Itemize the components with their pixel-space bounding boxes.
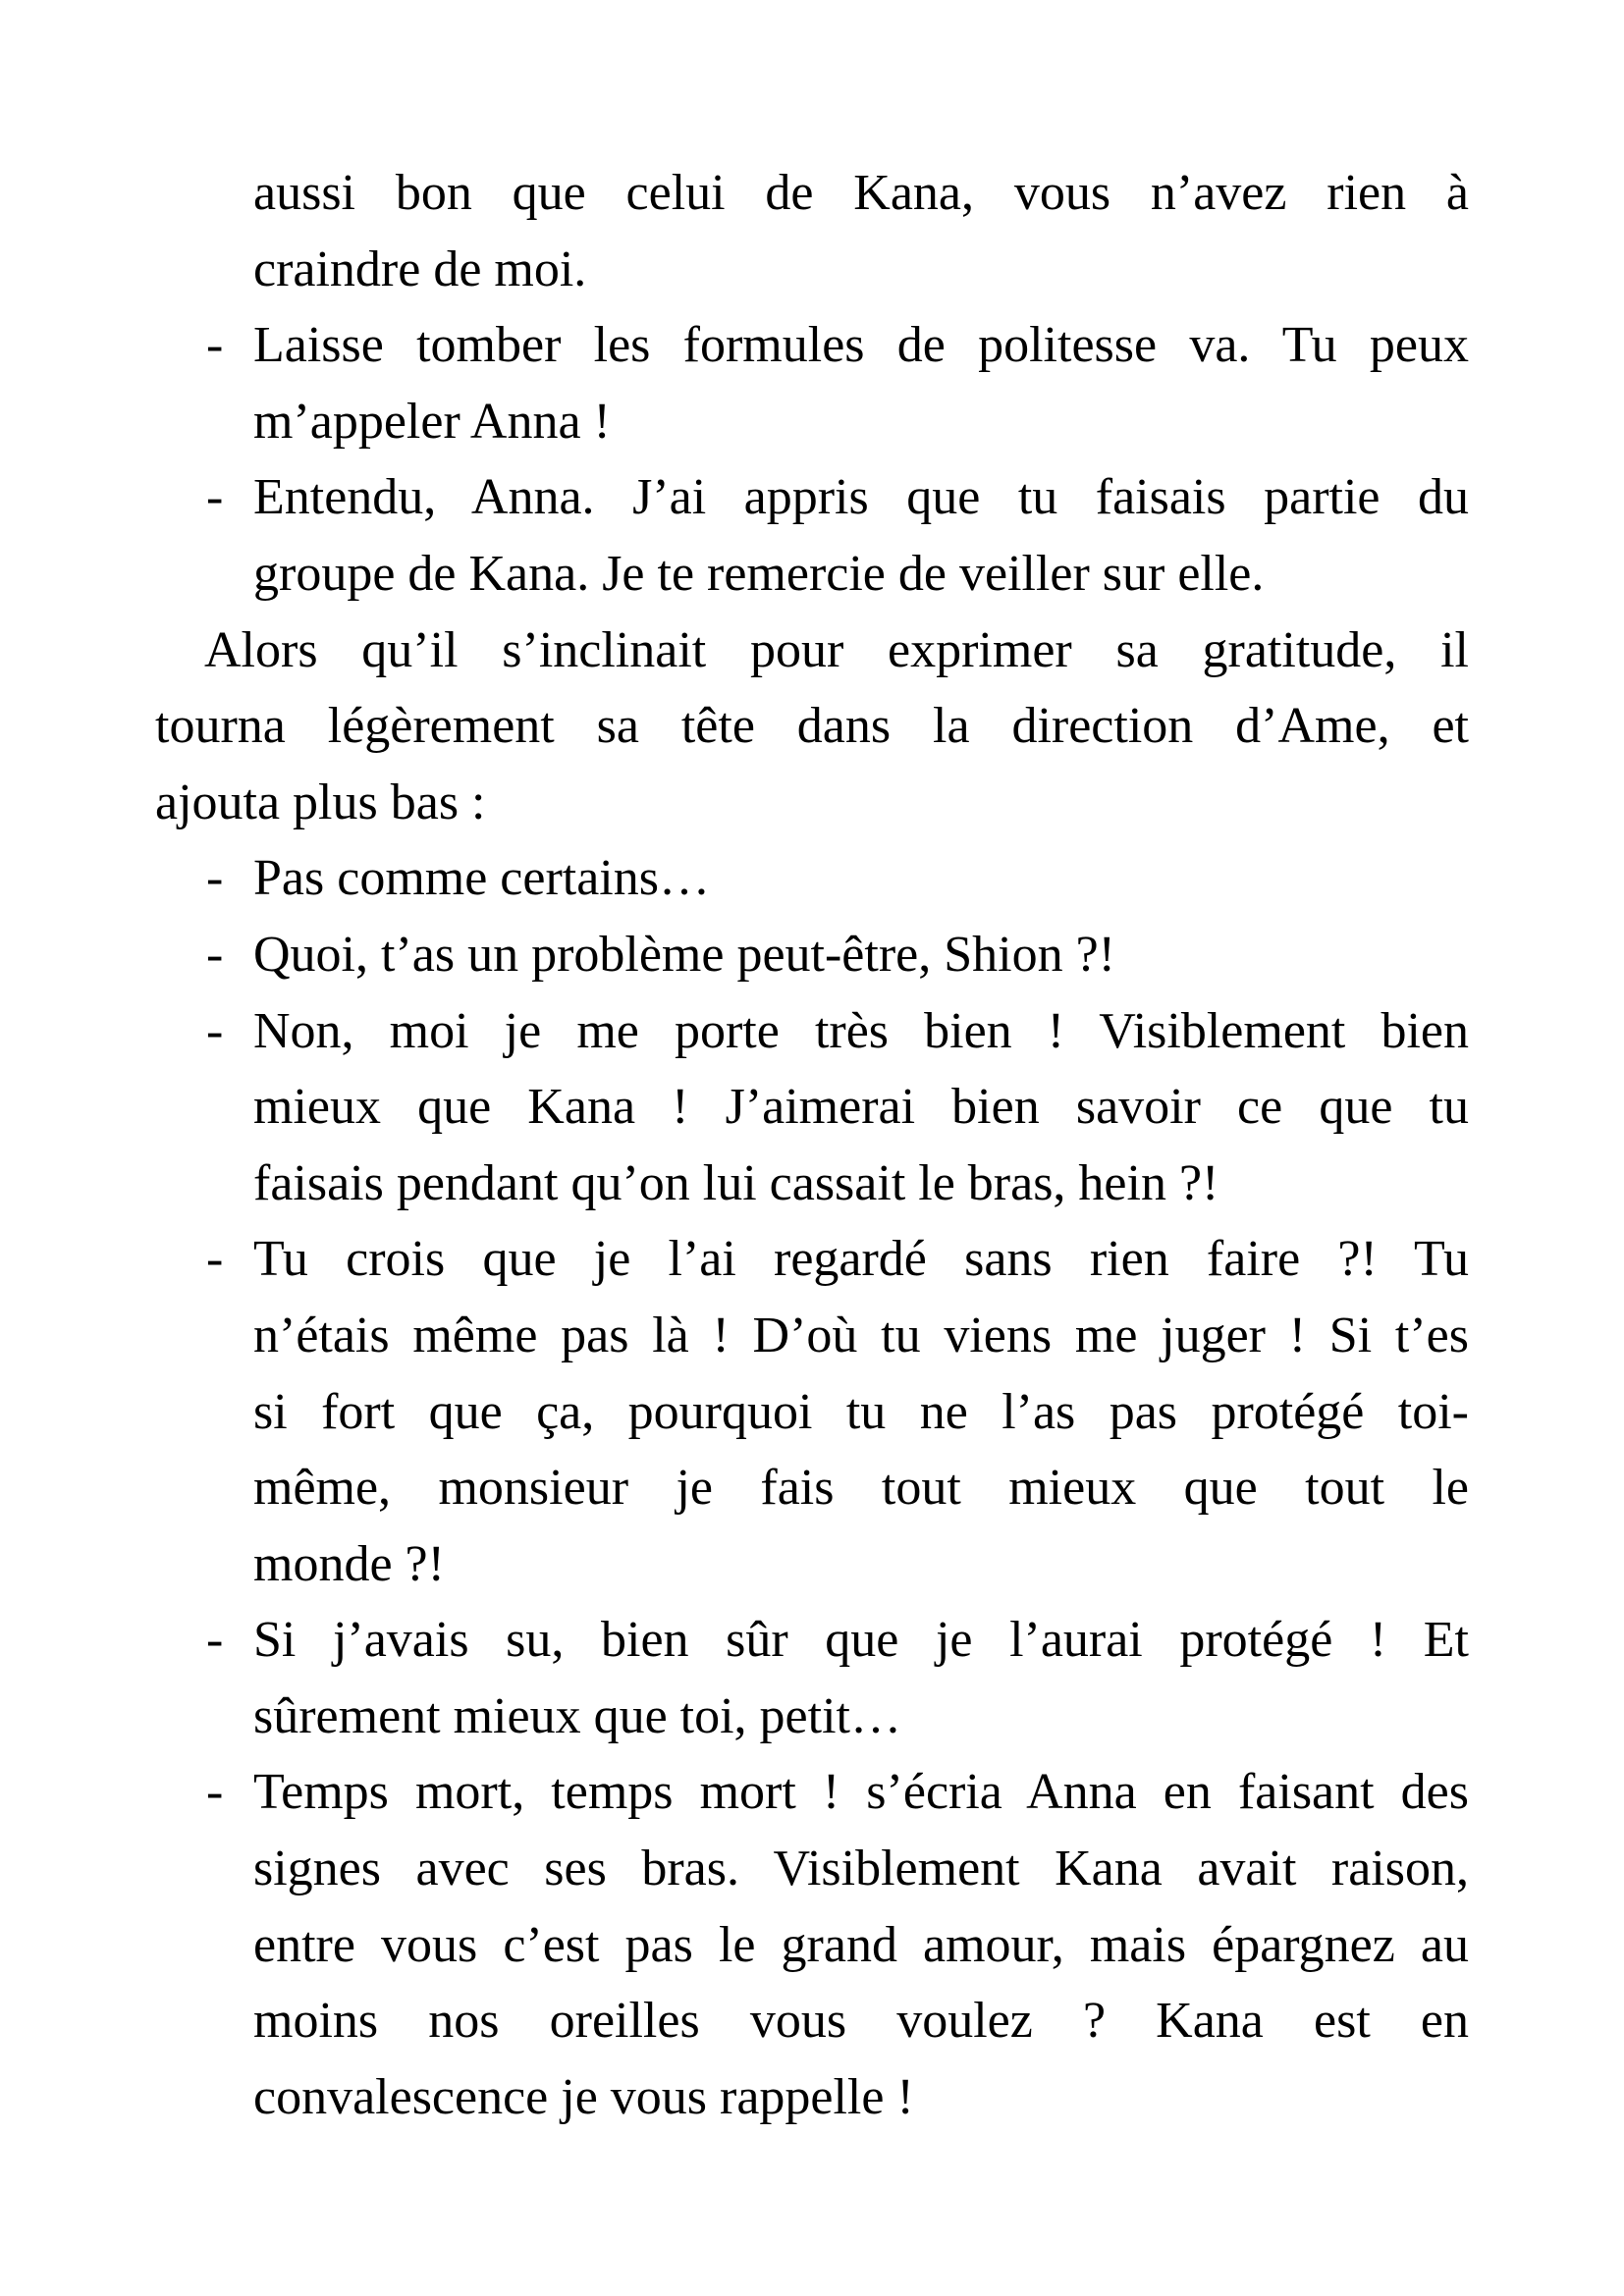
dialogue-line	[155, 840, 1469, 917]
dialogue-line	[155, 993, 1469, 1222]
text-line: mieux que Kana ! J’aimerai bien savoir ce que tu	[253, 1079, 1469, 1136]
text-line: Non, moi je me porte très bien ! Visiblement bien	[253, 1002, 1469, 1059]
text-line: Entendu, Anna. J’ai appris que tu faisais partie du	[253, 469, 1469, 526]
text-line: Alors qu’il s’inclinait pour exprimer sa gratitude, il	[204, 621, 1469, 678]
text-continuation	[155, 155, 1469, 307]
text-line: même, monsieur je fais tout mieux que tout le	[253, 1460, 1469, 1517]
dialogue-line	[155, 307, 1469, 459]
dialogue-line	[155, 917, 1469, 993]
text-line: aussi bon que celui de Kana, vous n’avez rien à	[253, 165, 1469, 221]
text-line: craindre de moi.	[253, 240, 587, 297]
text-line: groupe de Kana. Je te remercie de veiller sur elle.	[253, 545, 1265, 602]
dialogue-dash: -	[206, 850, 224, 907]
text-line: Quoi, t’as un problème peut-être, Shion ?!	[253, 926, 1115, 983]
text-line: convalescence je vous rappelle !	[253, 2068, 914, 2125]
text-line: Pas comme certains…	[253, 850, 710, 907]
text-line: Temps mort, temps mort ! s’écria Anna en faisant des	[253, 1764, 1469, 1821]
dialogue-dash: -	[206, 1612, 224, 1669]
dialogue-dash: -	[206, 1002, 224, 1059]
dialogue-dash: -	[206, 926, 224, 983]
text-line: Si j’avais su, bien sûr que je l’aurai protégé ! Et	[253, 1612, 1469, 1669]
text-line: sûrement mieux que toi, petit…	[253, 1687, 901, 1744]
text-line: m’appeler Anna !	[253, 393, 611, 450]
text-line: entre vous c’est pas le grand amour, mais épargnez au	[253, 1916, 1469, 1973]
text-line: faisais pendant qu’on lui cassait le bras, hein ?!	[253, 1154, 1219, 1211]
text-line: Laisse tomber les formules de politesse va. Tu peux	[253, 317, 1469, 374]
dialogue-dash: -	[206, 1231, 224, 1288]
text-line: moins nos oreilles vous voulez ? Kana est en	[253, 1993, 1469, 2050]
document-page	[155, 155, 1469, 2135]
dialogue-dash: -	[206, 317, 224, 374]
text-line: si fort que ça, pourquoi tu ne l’as pas protégé toi-	[253, 1383, 1469, 1440]
text-line: Tu crois que je l’ai regardé sans rien faire ?! Tu	[253, 1231, 1469, 1288]
text-line: n’étais même pas là ! D’où tu viens me juger ! Si t’es	[253, 1307, 1469, 1363]
text-line: monde ?!	[253, 1535, 445, 1592]
text-line: signes avec ses bras. Visiblement Kana avait raison,	[253, 1841, 1469, 1897]
dialogue-line	[155, 1754, 1469, 2135]
text-line: ajouta plus bas :	[155, 774, 486, 830]
text-line: tourna légèrement sa tête dans la direction d’Ame, et	[155, 698, 1469, 755]
dialogue-line	[155, 1602, 1469, 1754]
dialogue-line	[155, 1221, 1469, 1602]
narrative-paragraph	[155, 613, 1469, 841]
dialogue-dash: -	[206, 469, 224, 526]
dialogue-dash: -	[206, 1764, 224, 1821]
dialogue-line	[155, 459, 1469, 612]
